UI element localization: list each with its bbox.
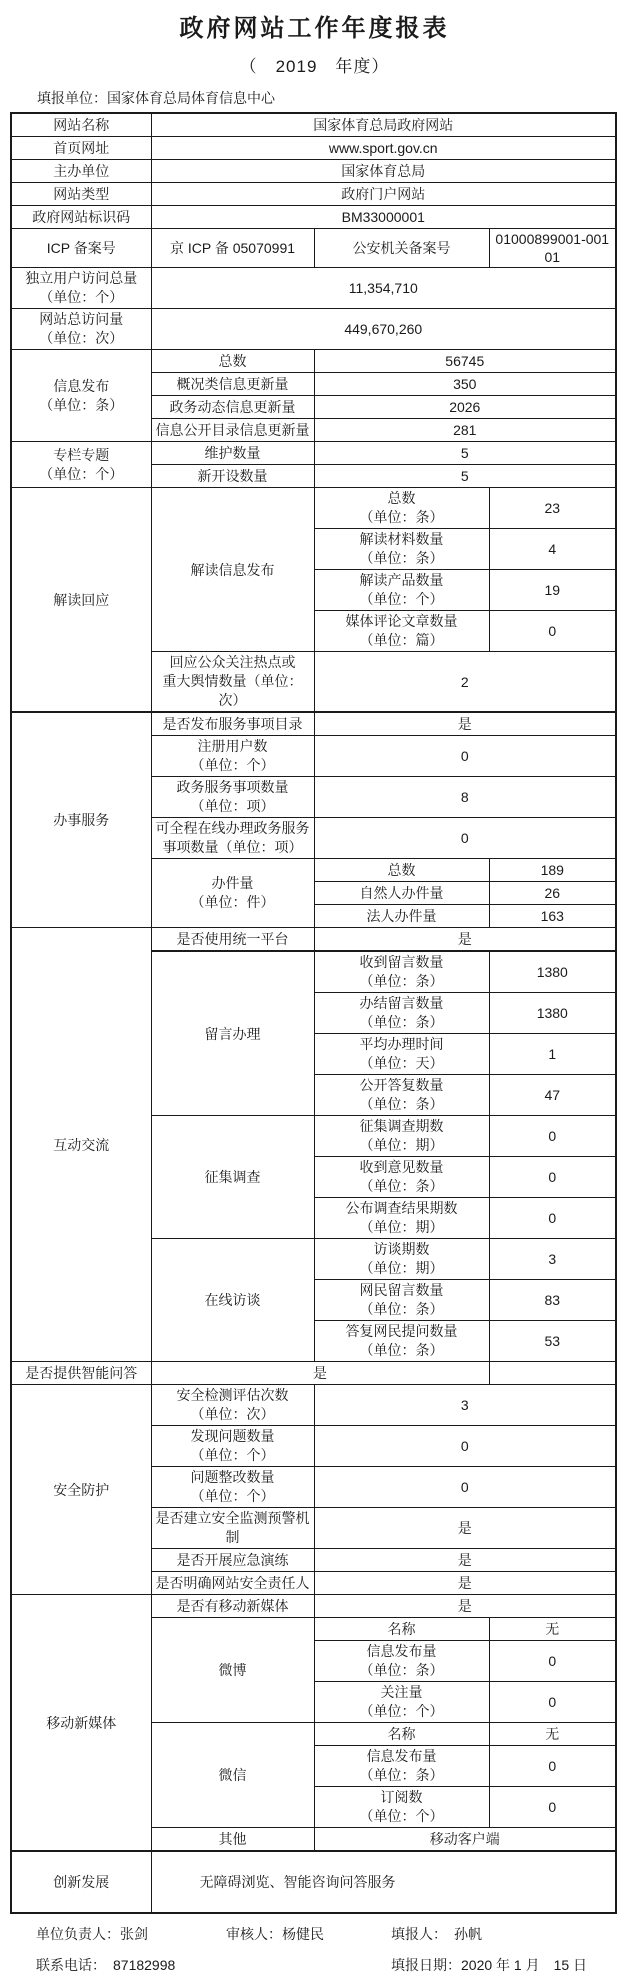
messages-item-label: 收到留言数量 （单位：条） [314, 951, 489, 993]
security-responsible-value: 是 [314, 1572, 616, 1595]
messages-label: 留言办理 [151, 951, 314, 1116]
surveys-item-label: 征集调查期数 （单位：期） [314, 1116, 489, 1157]
interviews-item-value: 83 [489, 1280, 616, 1321]
weibo-name-value: 无 [489, 1618, 616, 1641]
category-special-columns: 专栏专题 （单位：个） [11, 442, 151, 488]
weibo-name-label: 名称 [314, 1618, 489, 1641]
interviews-item-label: 答复网民提问数量 （单位：条） [314, 1321, 489, 1362]
mobile-other-label: 其他 [151, 1828, 314, 1852]
security-item-value: 0 [314, 1426, 616, 1467]
services-item-value: 0 [314, 736, 616, 777]
cases-item-value: 163 [489, 905, 616, 928]
site-type-value: 政府门户网站 [151, 183, 616, 206]
home-url-value: www.sport.gov.cn [151, 137, 616, 160]
hotspot-response-value: 2 [314, 652, 616, 713]
category-mobile: 移动新媒体 [11, 1595, 151, 1852]
special-columns-item-value: 5 [314, 465, 616, 488]
category-interpretation: 解读回应 [11, 488, 151, 713]
surveys-item-value: 0 [489, 1116, 616, 1157]
footer-phone: 联系电话： 87182998 [36, 1957, 176, 1973]
category-innovation: 创新发展 [11, 1851, 151, 1913]
wechat-name-value: 无 [489, 1723, 616, 1746]
security-item-value: 3 [314, 1385, 616, 1426]
messages-item-label: 办结留言数量 （单位：条） [314, 993, 489, 1034]
cases-item-label: 自然人办件量 [314, 882, 489, 905]
security-drill-value: 是 [314, 1549, 616, 1572]
wechat-item-value: 0 [489, 1787, 616, 1828]
category-info-pub: 信息发布 （单位：条） [11, 350, 151, 442]
wechat-item-label: 订阅数 （单位：个） [314, 1787, 489, 1828]
category-interaction: 互动交流 [11, 928, 151, 1362]
category-security: 安全防护 [11, 1385, 151, 1595]
security-item-value: 0 [314, 1467, 616, 1508]
site-type-label: 网站类型 [11, 183, 151, 206]
surveys-item-label: 公布调查结果期数 （单位：期） [314, 1198, 489, 1239]
messages-item-value: 1 [489, 1034, 616, 1075]
footer-auditor: 审核人：杨健民 [226, 1926, 324, 1942]
interviews-item-label: 网民留言数量 （单位：条） [314, 1280, 489, 1321]
site-code-label: 政府网站标识码 [11, 206, 151, 229]
weibo-item-value: 0 [489, 1641, 616, 1682]
unique-visitors-value: 11,354,710 [151, 268, 616, 309]
interpretation-item-value: 0 [489, 611, 616, 652]
services-item-label: 注册用户数 （单位：个） [151, 736, 314, 777]
surveys-label: 征集调查 [151, 1116, 314, 1239]
cases-item-label: 法人办件量 [314, 905, 489, 928]
security-drill-label: 是否开展应急演练 [151, 1549, 314, 1572]
site-name-value: 国家体育总局政府网站 [151, 113, 616, 137]
weibo-item-label: 关注量 （单位：个） [314, 1682, 489, 1723]
footer-responsible-person: 单位负责人：张剑 [36, 1926, 148, 1942]
interpretation-item-value: 19 [489, 570, 616, 611]
report-footer [36, 1924, 629, 1975]
interpretation-item-label: 总数 （单位：条） [314, 488, 489, 529]
security-item-label: 是否建立安全监测预警机 制 [151, 1508, 314, 1549]
unified-platform-value: 是 [314, 928, 616, 952]
police-record-label: 公安机关备案号 [314, 229, 489, 268]
sponsor-value: 国家体育总局 [151, 160, 616, 183]
total-visits-value: 449,670,260 [151, 309, 616, 350]
security-item-value: 是 [314, 1508, 616, 1549]
home-url-label: 首页网址 [11, 137, 151, 160]
services-directory-label: 是否发布服务事项目录 [151, 712, 314, 736]
cases-item-value: 26 [489, 882, 616, 905]
special-columns-item-value: 5 [314, 442, 616, 465]
interpretation-item-label: 媒体评论文章数量 （单位：篇） [314, 611, 489, 652]
services-item-label: 政务服务事项数量 （单位：项） [151, 777, 314, 818]
interpretation-item-value: 23 [489, 488, 616, 529]
interpretation-publish-label: 解读信息发布 [151, 488, 314, 652]
wechat-name-label: 名称 [314, 1723, 489, 1746]
mobile-other-value: 移动客户端 [314, 1828, 616, 1852]
interviews-label: 在线访谈 [151, 1239, 314, 1362]
interpretation-item-label: 解读材料数量 （单位：条） [314, 529, 489, 570]
wechat-item-label: 信息发布量 （单位：条） [314, 1746, 489, 1787]
info-pub-item-label: 总数 [151, 350, 314, 373]
weibo-item-value: 0 [489, 1682, 616, 1723]
police-record-value: 01000899001-00101 [489, 229, 616, 268]
services-cases-label: 办件量 （单位：件） [151, 859, 314, 928]
messages-item-value: 1380 [489, 993, 616, 1034]
messages-item-value: 1380 [489, 951, 616, 993]
innovation-value: 无障碍浏览、智能咨询问答服务 [151, 1851, 616, 1913]
interpretation-item-label: 解读产品数量 （单位：个） [314, 570, 489, 611]
site-code-value: BM33000001 [151, 206, 616, 229]
unique-visitors-label: 独立用户访问总量 （单位：个） [11, 268, 151, 309]
report-year: （ 2019 年度） [239, 57, 390, 76]
wechat-label: 微信 [151, 1723, 314, 1828]
surveys-item-value: 0 [489, 1157, 616, 1198]
cases-item-label: 总数 [314, 859, 489, 882]
interviews-item-label: 访谈期数 （单位：期） [314, 1239, 489, 1280]
interpretation-item-value: 4 [489, 529, 616, 570]
cases-item-value: 189 [489, 859, 616, 882]
sponsor-label: 主办单位 [11, 160, 151, 183]
site-name-label: 网站名称 [11, 113, 151, 137]
smart-qa-value: 是 [151, 1362, 489, 1385]
weibo-item-label: 信息发布量 （单位：条） [314, 1641, 489, 1682]
hotspot-response-label: 回应公众关注热点或 重大舆情数量（单位：次） [151, 652, 314, 713]
info-pub-item-label: 信息公开目录信息更新量 [151, 419, 314, 442]
info-pub-item-value: 56745 [314, 350, 616, 373]
surveys-item-label: 收到意见数量 （单位：条） [314, 1157, 489, 1198]
services-item-value: 8 [314, 777, 616, 818]
report-title: 政府网站工作年度报表 [179, 13, 450, 42]
messages-item-value: 47 [489, 1075, 616, 1116]
services-item-value: 0 [314, 818, 616, 859]
wechat-item-value: 0 [489, 1746, 616, 1787]
interviews-item-value: 53 [489, 1321, 616, 1362]
special-columns-item-label: 维护数量 [151, 442, 314, 465]
services-item-label: 可全程在线办理政务服务 事项数量（单位：项） [151, 818, 314, 859]
security-item-label: 安全检测评估次数 （单位：次） [151, 1385, 314, 1426]
info-pub-item-value: 281 [314, 419, 616, 442]
footer-date: 填报日期：2020 年 1 月 15 日 [391, 1957, 588, 1973]
info-pub-item-label: 概况类信息更新量 [151, 373, 314, 396]
surveys-item-value: 0 [489, 1198, 616, 1239]
security-responsible-label: 是否明确网站安全责任人 [151, 1572, 314, 1595]
icp-value: 京 ICP 备 05070991 [151, 229, 314, 268]
services-directory-value: 是 [314, 712, 616, 736]
security-item-label: 发现问题数量 （单位：个） [151, 1426, 314, 1467]
icp-label: ICP 备案号 [11, 229, 151, 268]
security-item-label: 问题整改数量 （单位：个） [151, 1467, 314, 1508]
annual-report-table [10, 112, 617, 1914]
smart-qa-label: 是否提供智能问答 [11, 1362, 151, 1385]
has-mobile-media-value: 是 [314, 1595, 616, 1618]
messages-item-label: 公开答复数量 （单位：条） [314, 1075, 489, 1116]
category-services: 办事服务 [11, 712, 151, 928]
info-pub-item-value: 2026 [314, 396, 616, 419]
info-pub-item-value: 350 [314, 373, 616, 396]
info-pub-item-label: 政务动态信息更新量 [151, 396, 314, 419]
footer-filler: 填报人： 孙帆 [391, 1926, 482, 1942]
total-visits-label: 网站总访问量 （单位：次） [11, 309, 151, 350]
has-mobile-media-label: 是否有移动新媒体 [151, 1595, 314, 1618]
messages-item-label: 平均办理时间 （单位：天） [314, 1034, 489, 1075]
special-columns-item-label: 新开设数量 [151, 465, 314, 488]
interviews-item-value: 3 [489, 1239, 616, 1280]
unified-platform-label: 是否使用统一平台 [151, 928, 314, 952]
reporting-unit: 填报单位：国家体育总局体育信息中心 [37, 90, 275, 106]
weibo-label: 微博 [151, 1618, 314, 1723]
